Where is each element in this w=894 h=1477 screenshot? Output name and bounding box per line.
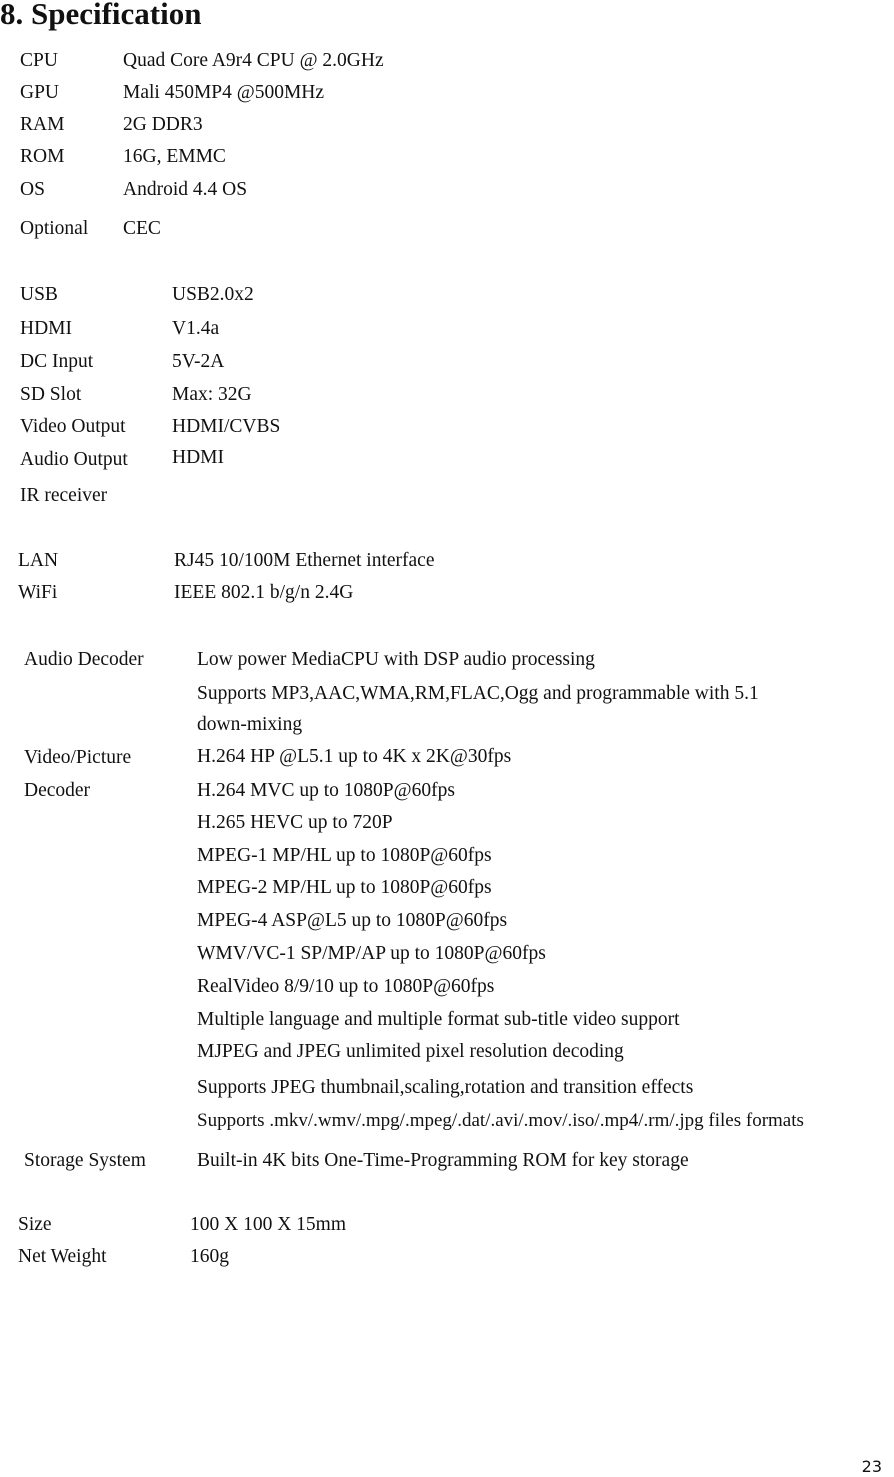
spec-value-optional: CEC bbox=[123, 218, 161, 239]
spec-label-video-decoder-cont: Decoder bbox=[24, 780, 91, 801]
spec-value-rom: 16G, EMMC bbox=[123, 146, 226, 167]
spec-value-hdmi: V1.4a bbox=[172, 318, 220, 339]
spec-value-dc-input: 5V-2A bbox=[172, 351, 225, 372]
spec-value-os: Android 4.4 OS bbox=[123, 179, 248, 200]
spec-value-lan: RJ45 10/100M Ethernet interface bbox=[174, 550, 435, 571]
spec-label-sd-slot: SD Slot bbox=[20, 384, 82, 405]
spec-label-dc-input: DC Input bbox=[20, 351, 94, 372]
spec-label-video-output: Video Output bbox=[20, 416, 126, 437]
video-decoder-line: MPEG-4 ASP@L5 up to 1080P@60fps bbox=[197, 910, 508, 931]
spec-label-storage-system: Storage System bbox=[24, 1150, 146, 1171]
spec-label-ram: RAM bbox=[20, 114, 65, 135]
audio-decoder-line: Supports MP3,AAC,WMA,RM,FLAC,Ogg and programmable with 5.1 bbox=[197, 683, 759, 704]
spec-label-rom: ROM bbox=[20, 146, 65, 167]
spec-label-usb: USB bbox=[20, 284, 58, 305]
spec-value-size: 100 X 100 X 15mm bbox=[190, 1214, 346, 1235]
video-decoder-line: RealVideo 8/9/10 up to 1080P@60fps bbox=[197, 976, 495, 997]
spec-value-cpu: Quad Core A9r4 CPU @ 2.0GHz bbox=[123, 50, 384, 71]
spec-label-size: Size bbox=[18, 1214, 52, 1235]
video-decoder-line: MPEG-2 MP/HL up to 1080P@60fps bbox=[197, 877, 492, 898]
video-decoder-line: Multiple language and multiple format sub-title video support bbox=[197, 1009, 680, 1030]
video-decoder-line: H.265 HEVC up to 720P bbox=[197, 812, 393, 833]
spec-value-video-output: HDMI/CVBS bbox=[172, 416, 281, 437]
spec-label-audio-output: Audio Output bbox=[20, 449, 128, 470]
video-decoder-line: H.264 HP @L5.1 up to 4K x 2K@30fps bbox=[197, 746, 512, 767]
spec-value-wifi: IEEE 802.1 b/g/n 2.4G bbox=[174, 582, 354, 603]
spec-label-audio-decoder: Audio Decoder bbox=[24, 649, 144, 670]
spec-value-ram: 2G DDR3 bbox=[123, 114, 203, 135]
audio-decoder-line: down-mixing bbox=[197, 714, 303, 735]
page-title: 8. Specification bbox=[0, 0, 202, 31]
spec-label-net-weight: Net Weight bbox=[18, 1246, 107, 1267]
page-number: 23 bbox=[861, 1457, 882, 1476]
spec-value-usb: USB2.0x2 bbox=[172, 284, 254, 305]
spec-label-gpu: GPU bbox=[20, 82, 60, 103]
spec-value-net-weight: 160g bbox=[190, 1246, 229, 1267]
spec-label-cpu: CPU bbox=[20, 50, 58, 71]
video-decoder-line: WMV/VC-1 SP/MP/AP up to 1080P@60fps bbox=[197, 943, 546, 964]
spec-label-video-decoder: Video/Picture bbox=[24, 747, 132, 768]
video-decoder-line: Supports .mkv/.wmv/.mpg/.mpeg/.dat/.avi/.mov/.iso/.mp4/.rm/.jpg files formats bbox=[197, 1110, 804, 1131]
video-decoder-line: MJPEG and JPEG unlimited pixel resolution decoding bbox=[197, 1041, 624, 1062]
spec-value-sd-slot: Max: 32G bbox=[172, 384, 252, 405]
spec-label-ir-receiver: IR receiver bbox=[20, 485, 108, 506]
video-decoder-line: H.264 MVC up to 1080P@60fps bbox=[197, 780, 455, 801]
spec-value-storage-system: Built-in 4K bits One-Time-Programming ROM for key storage bbox=[197, 1150, 689, 1171]
spec-value-gpu: Mali 450MP4 @500MHz bbox=[123, 82, 325, 103]
video-decoder-line: Supports JPEG thumbnail,scaling,rotation and transition effects bbox=[197, 1077, 694, 1098]
spec-label-lan: LAN bbox=[18, 550, 59, 571]
spec-label-wifi: WiFi bbox=[18, 582, 58, 603]
audio-decoder-line: Low power MediaCPU with DSP audio processing bbox=[197, 649, 595, 670]
spec-label-optional: Optional bbox=[20, 218, 89, 239]
video-decoder-line: MPEG-1 MP/HL up to 1080P@60fps bbox=[197, 845, 492, 866]
spec-label-os: OS bbox=[20, 179, 45, 200]
spec-value-audio-output: HDMI bbox=[172, 447, 224, 468]
spec-label-hdmi: HDMI bbox=[20, 318, 72, 339]
